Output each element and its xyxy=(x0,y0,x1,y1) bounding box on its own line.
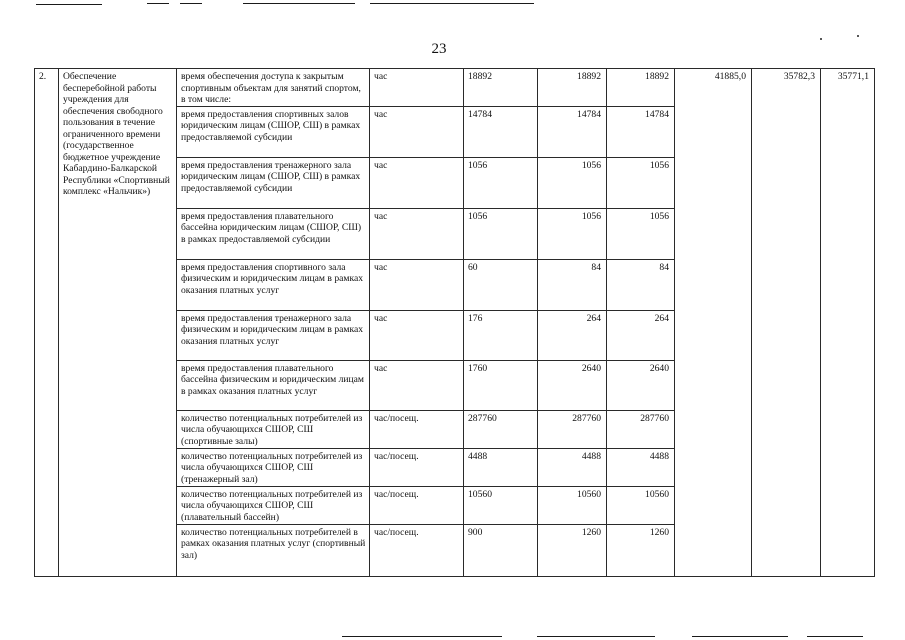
value-cell-year1: 14784 xyxy=(464,106,538,157)
value-cell-year1: 18892 xyxy=(464,69,538,107)
value-cell-year1: 287760 xyxy=(464,410,538,448)
unit-cell: час xyxy=(370,310,464,360)
value-cell-year1: 60 xyxy=(464,259,538,310)
value-cell-year2: 1056 xyxy=(538,157,607,208)
scan-speck xyxy=(820,38,822,40)
indicator-text-cell: время предоставления плавательного бассейна юридическим лицам (СШОР, СШ) в рамках предоставляемой субсидии xyxy=(177,208,370,259)
activity-name-cell: Обеспечение бесперебойной работы учреждения для обеспечения свободного пользования в течение ограниченного времени (государственное бюджетное учреждение Кабардино-Балкарской Республики «Спортивный комплекс «Нальчик») xyxy=(59,69,177,577)
value-cell-year1: 900 xyxy=(464,524,538,576)
value-cell-year1: 176 xyxy=(464,310,538,360)
unit-cell: час/посещ. xyxy=(370,448,464,486)
indicator-text-cell: время предоставления спортивного зала физическим и юридическим лицам в рамках оказания платных услуг xyxy=(177,259,370,310)
indicator-text-cell: количество потенциальных потребителей из числа обучающихся СШОР, СШ (тренажерный зал) xyxy=(177,448,370,486)
total-cell-year3: 35771,1 xyxy=(821,69,875,577)
unit-cell: час xyxy=(370,360,464,410)
unit-cell: час xyxy=(370,157,464,208)
value-cell-year3: 14784 xyxy=(607,106,675,157)
top-scan-line xyxy=(370,3,534,4)
value-cell-year2: 84 xyxy=(538,259,607,310)
unit-cell: час xyxy=(370,208,464,259)
value-cell-year1: 10560 xyxy=(464,486,538,524)
total-cell-year2: 35782,3 xyxy=(752,69,821,577)
top-scan-line xyxy=(180,3,202,4)
bottom-scan-line xyxy=(692,636,788,637)
table-row xyxy=(35,69,875,107)
value-cell-year3: 287760 xyxy=(607,410,675,448)
value-cell-year2: 264 xyxy=(538,310,607,360)
value-cell-year1: 1056 xyxy=(464,157,538,208)
top-scan-line xyxy=(243,3,355,4)
value-cell-year3: 18892 xyxy=(607,69,675,107)
value-cell-year3: 4488 xyxy=(607,448,675,486)
value-cell-year3: 1260 xyxy=(607,524,675,576)
unit-cell: час/посещ. xyxy=(370,486,464,524)
value-cell-year2: 18892 xyxy=(538,69,607,107)
top-scan-line xyxy=(147,3,169,4)
scan-speck xyxy=(857,35,859,37)
value-cell-year3: 1056 xyxy=(607,208,675,259)
top-scan-line xyxy=(36,4,102,5)
indicator-text-cell: время предоставления тренажерного зала юридическим лицам (СШОР, СШ) в рамках предоставляемой субсидии xyxy=(177,157,370,208)
value-cell-year3: 264 xyxy=(607,310,675,360)
value-cell-year1: 1760 xyxy=(464,360,538,410)
indicator-text-cell: количество потенциальных потребителей из числа обучающихся СШОР, СШ (плавательный бассейн) xyxy=(177,486,370,524)
value-cell-year2: 10560 xyxy=(538,486,607,524)
bottom-scan-line xyxy=(537,636,655,637)
value-cell-year2: 1260 xyxy=(538,524,607,576)
value-cell-year1: 4488 xyxy=(464,448,538,486)
page-number: 23 xyxy=(431,41,447,57)
value-cell-year1: 1056 xyxy=(464,208,538,259)
unit-cell: час xyxy=(370,106,464,157)
row-number-cell: 2. xyxy=(35,69,59,577)
value-cell-year3: 10560 xyxy=(607,486,675,524)
data-table xyxy=(34,68,875,577)
value-cell-year3: 1056 xyxy=(607,157,675,208)
total-cell-year1: 41885,0 xyxy=(675,69,752,577)
indicator-text-cell: количество потенциальных потребителей в рамках оказания платных услуг (спортивный зал) xyxy=(177,524,370,576)
value-cell-year2: 4488 xyxy=(538,448,607,486)
indicator-text-cell: количество потенциальных потребителей из числа обучающихся СШОР, СШ (спортивные залы) xyxy=(177,410,370,448)
value-cell-year3: 2640 xyxy=(607,360,675,410)
value-cell-year2: 287760 xyxy=(538,410,607,448)
indicator-text-cell: время предоставления спортивных залов юридическим лицам (СШОР, СШ) в рамках предоставляемой субсидии xyxy=(177,106,370,157)
unit-cell: час xyxy=(370,259,464,310)
indicator-text-cell: время предоставления плавательного бассейна физическим и юридическим лицам в рамках оказания платных услуг xyxy=(177,360,370,410)
value-cell-year2: 14784 xyxy=(538,106,607,157)
bottom-scan-line xyxy=(807,636,863,637)
indicator-text-cell: время предоставления тренажерного зала физическим и юридическим лицам в рамках оказания платных услуг xyxy=(177,310,370,360)
unit-cell: час/посещ. xyxy=(370,524,464,576)
value-cell-year2: 2640 xyxy=(538,360,607,410)
unit-cell: час/посещ. xyxy=(370,410,464,448)
value-cell-year3: 84 xyxy=(607,259,675,310)
value-cell-year2: 1056 xyxy=(538,208,607,259)
unit-cell: час xyxy=(370,69,464,107)
indicator-text-cell: время обеспечения доступа к закрытым спортивным объектам для занятий спортом, в том числе: xyxy=(177,69,370,107)
bottom-scan-line xyxy=(342,636,502,637)
